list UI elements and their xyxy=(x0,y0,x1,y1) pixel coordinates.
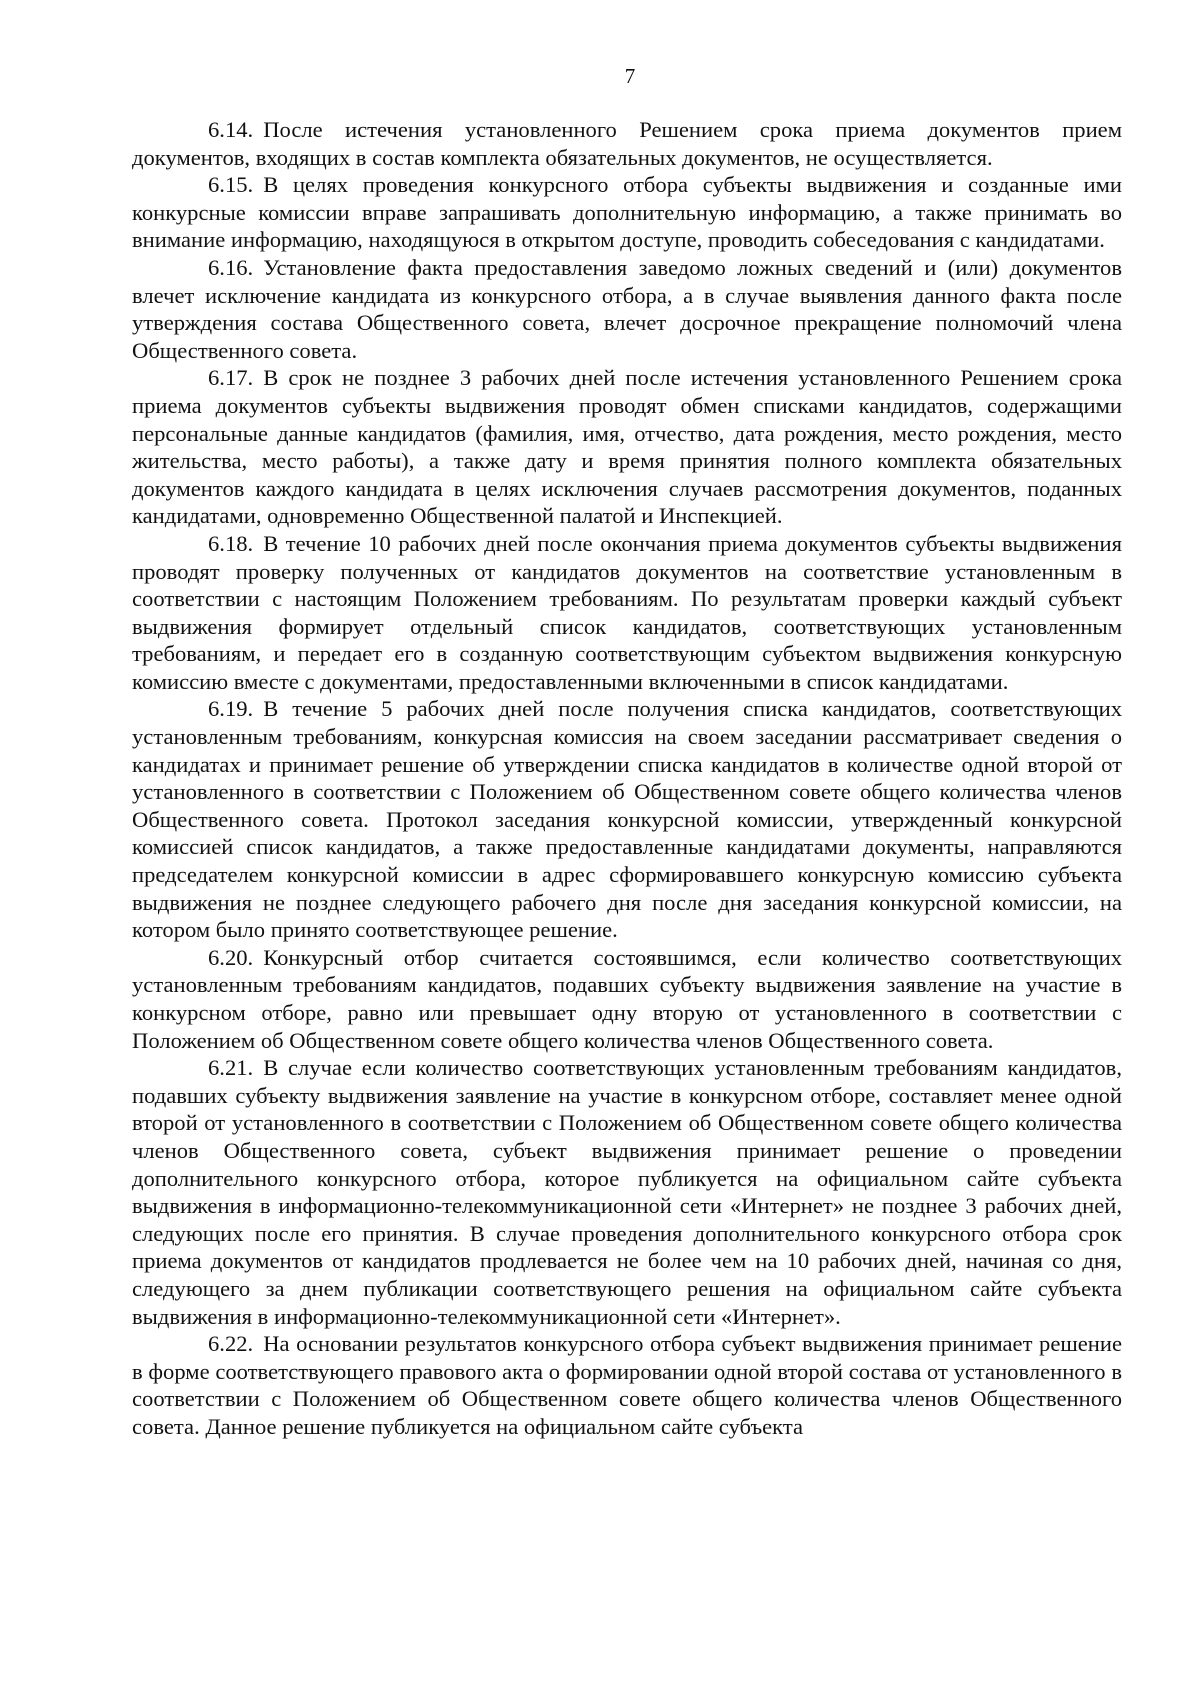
paragraph-text: В течение 5 рабочих дней после получения списка кандидатов, соответствующих установленным требованиям, конкурсная комиссия на своем заседании рассматривает сведения о кандидатах и принимает решение об утверждении списка кандидатов в количестве одной второй от установленного в соответствии с Положением об Общественном совете общего количества членов Общественного совета. Протокол заседания конкурсной комиссии, утвержденный конкурсной комиссией список кандидатов, а также предоставленные кандидатами документы, направляются председателем конкурсной комиссии в адрес сформировавшего конкурсную комиссию субъекта выдвижения не позднее следующего рабочего дня после дня заседания конкурсной комиссии, на котором было принято соответствующее решение. xyxy=(132,696,1122,943)
paragraph-text: Конкурсный отбор считается состоявшимся, если количество соответствующих установленным требованиям кандидатов, подавших субъекту выдвижения заявление на участие в конкурсном отборе, равно или превышает одну вторую от установленного в соответствии с Положением об Общественном совете общего количества членов Общественного совета. xyxy=(132,944,1122,1053)
paragraph-text: После истечения установленного Решением срока приема документов прием документов, входящих в состав комплекта обязательных документов, не осуществляется. xyxy=(132,117,1122,170)
paragraph-6-17 xyxy=(132,364,1122,530)
paragraph-6-22 xyxy=(132,1330,1122,1440)
paragraph-text: В целях проведения конкурсного отбора субъекты выдвижения и созданные ими конкурсные комиссии вправе запрашивать дополнительную информацию, а также принимать во внимание информацию, находящуюся в открытом доступе, проводить собеседования с кандидатами. xyxy=(132,172,1122,253)
paragraph-6-16 xyxy=(132,254,1122,364)
paragraph-6-19 xyxy=(132,695,1122,943)
paragraph-6-21 xyxy=(132,1054,1122,1330)
paragraph-number: 6.20. xyxy=(208,944,254,970)
paragraph-number: 6.22. xyxy=(208,1331,254,1357)
paragraph-text: В течение 10 рабочих дней после окончания приема документов субъекты выдвижения проводят проверку полученных от кандидатов документов на соответствие установленным в соответствии с настоящим Положением требованиям. По результатам проверки каждый субъект выдвижения формирует отдельный список кандидатов, соответствующих установленным требованиям, и передает его в созданную соответствующим субъектом выдвижения конкурсную комиссию вместе с документами, предоставленными включенными в список кандидатами. xyxy=(132,530,1122,694)
paragraph-6-15 xyxy=(132,171,1122,254)
paragraph-6-20 xyxy=(132,944,1122,1054)
paragraph-number: 6.19. xyxy=(208,696,254,722)
paragraph-number: 6.14. xyxy=(208,117,254,142)
paragraph-text: В случае если количество соответствующих установленным требованиям кандидатов, подавших субъекту выдвижения заявление на участие в конкурсном отборе, составляет менее одной второй от установленного в соответствии с Положением об Общественном совете общего количества членов Общественного совета, субъект выдвижения принимает решение о проведении дополнительного конкурсного отбора, которое публикуется на официальном сайте субъекта выдвижения в информационно-телекоммуникационной сети «Интернет» не позднее 3 рабочих дней, следующих после его принятия. В случае проведения дополнительного конкурсного отбора срок приема документов от кандидатов продлевается не более чем на 10 рабочих дней, начиная со дня, следующего за днем публикации соответствующего решения на официальном сайте субъекта выдвижения в информационно-телекоммуникационной сети «Интернет». xyxy=(132,1055,1122,1329)
paragraph-number: 6.21. xyxy=(208,1055,254,1081)
paragraph-number: 6.16. xyxy=(208,254,254,280)
paragraph-6-18 xyxy=(132,530,1122,696)
paragraph-number: 6.18. xyxy=(208,530,254,556)
paragraph-6-14 xyxy=(132,116,1122,171)
paragraph-text: На основании результатов конкурсного отбора субъект выдвижения принимает решение в форме соответствующего правового акта о формировании одной второй состава от установленного в соответствии с Положением об Общественном совете общего количества членов Общественного совета. Данное решение публикуется на официальном сайте субъекта xyxy=(132,1331,1122,1439)
document-body xyxy=(132,116,1122,1441)
page-number: 7 xyxy=(624,64,636,88)
paragraph-text: В срок не позднее 3 рабочих дней после истечения установленного Решением срока приема документов субъекты выдвижения проводят обмен списками кандидатов, содержащими персональные данные кандидатов (фамилия, имя, отчество, дата рождения, место рождения, место жительства, место работы), а также дату и время принятия полного комплекта обязательных документов каждого кандидата в целях исключения случаев рассмотрения документов, поданных кандидатами, одновременно Общественной палатой и Инспекцией. xyxy=(132,365,1122,529)
paragraph-number: 6.15. xyxy=(208,172,254,198)
paragraph-number: 6.17. xyxy=(208,365,254,391)
paragraph-text: Установление факта предоставления заведомо ложных сведений и (или) документов влечет исключение кандидата из конкурсного отбора, а в случае выявления данного факта после утверждения состава Общественного совета, влечет досрочное прекращение полномочий члена Общественного совета. xyxy=(132,254,1122,363)
